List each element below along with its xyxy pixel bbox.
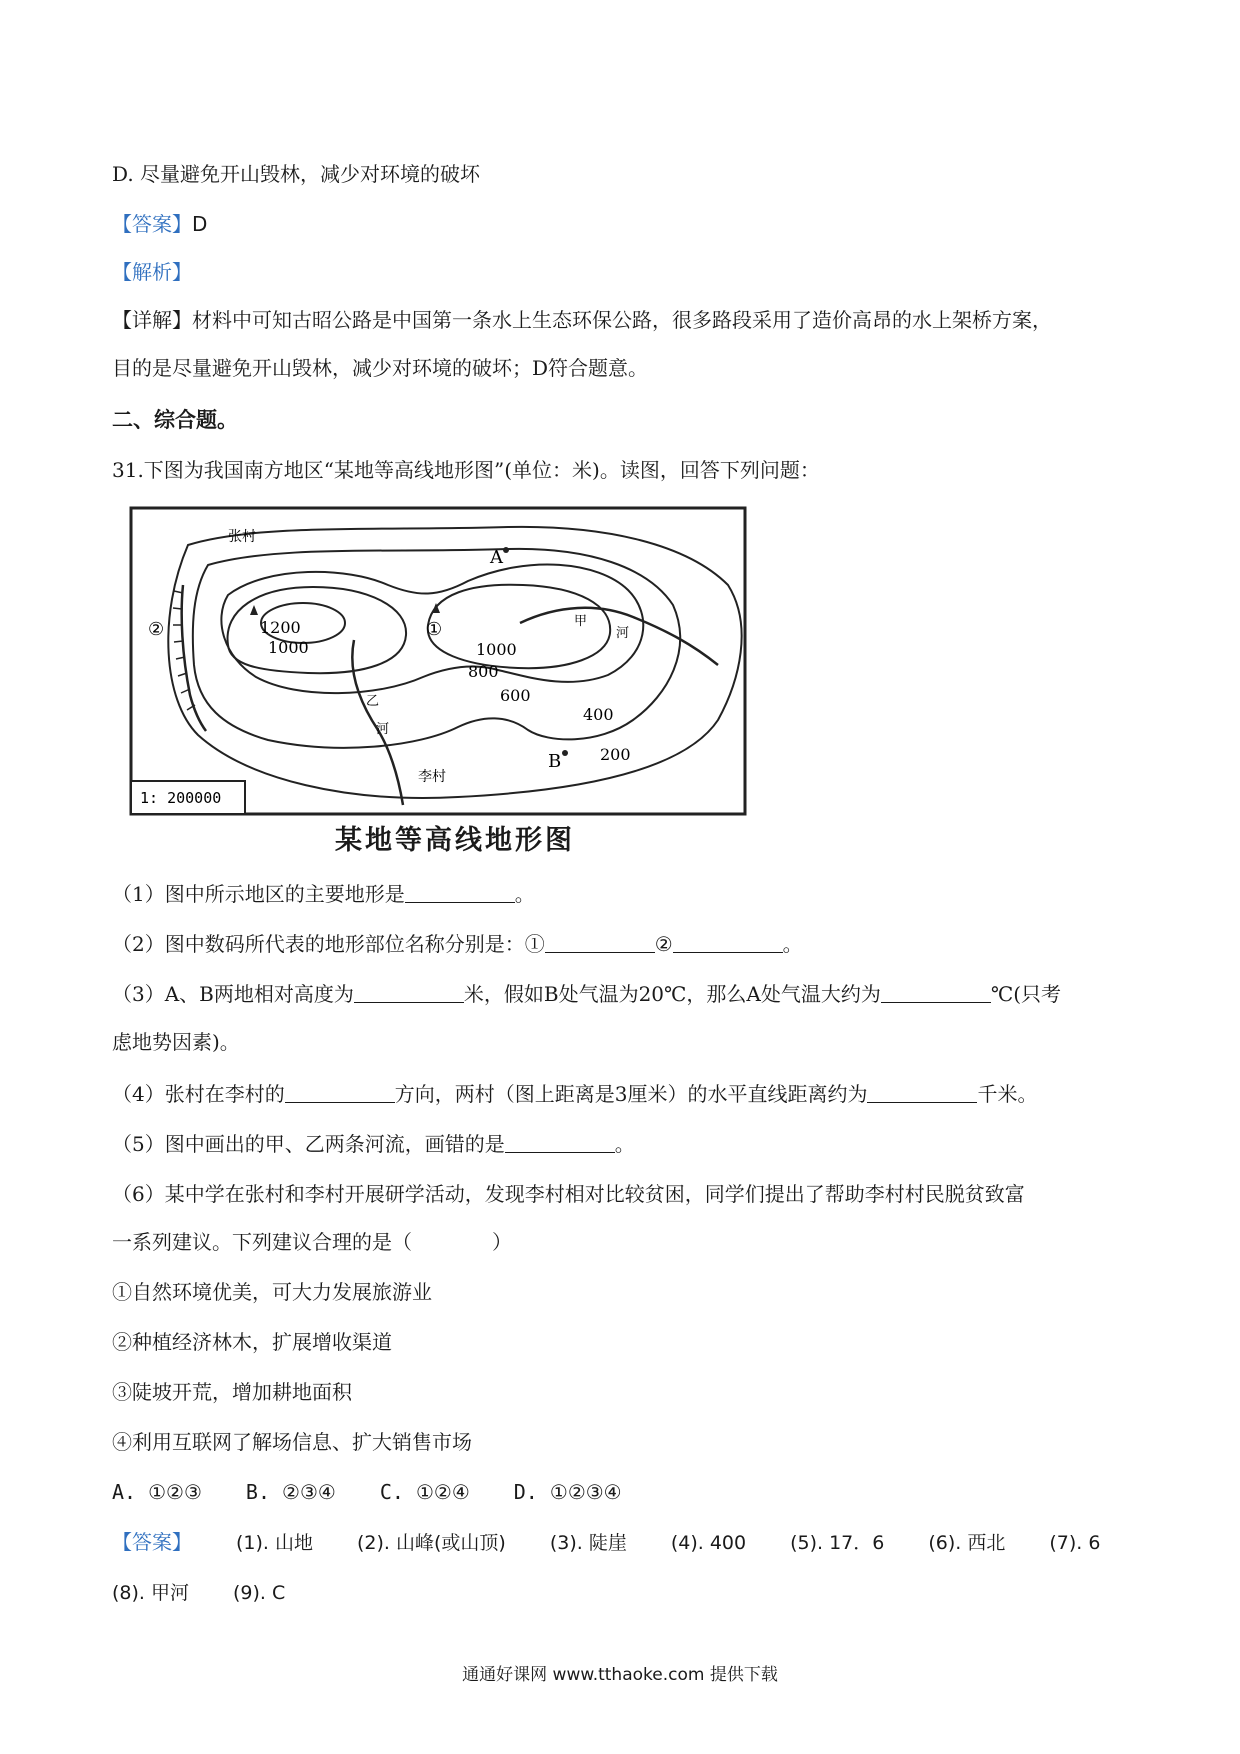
answer-8: (8). 甲河 bbox=[112, 1582, 189, 1604]
sub3-mid: 米，假如B处气温为20℃，那么A处气温大约为 bbox=[463, 982, 881, 1006]
sub-question-6-line-1: （6）某中学在张村和李村开展研学活动，发现李村相对比较贫困，同学们提出了帮助李村村民脱贫致富 bbox=[112, 1182, 1025, 1206]
answer-6: (6). 西北 bbox=[928, 1532, 1006, 1554]
label-1000-right: 1000 bbox=[476, 640, 517, 659]
label-river-jia-2: 河 bbox=[616, 626, 630, 641]
blank-2b bbox=[673, 932, 783, 953]
blank-2a bbox=[545, 932, 655, 953]
marker-2: ② bbox=[148, 619, 165, 640]
sub-question-1 bbox=[112, 880, 535, 908]
suggestion-1: ①自然环境优美，可大力发展旅游业 bbox=[112, 1280, 432, 1304]
sub2-before: （2）图中数码所代表的地形部位名称分别是：① bbox=[112, 932, 545, 956]
label-200: 200 bbox=[600, 745, 631, 764]
sub2-after: 。 bbox=[782, 932, 803, 956]
marker-1: ① bbox=[426, 619, 443, 640]
sub4-after: 千米。 bbox=[977, 1082, 1038, 1106]
answer-3: (3). 陡崖 bbox=[549, 1532, 627, 1554]
label-river-yi-2: 河 bbox=[376, 722, 390, 737]
answers-line-1 bbox=[112, 1528, 1100, 1557]
blank-4b bbox=[867, 1082, 977, 1103]
suggestion-3: ③陡坡开荒，增加耕地面积 bbox=[112, 1380, 352, 1404]
answer-value: D bbox=[192, 212, 208, 236]
choice-c: C. ①②④ bbox=[379, 1480, 470, 1504]
section-title: 二、综合题。 bbox=[112, 407, 238, 432]
choice-b: B. ②③④ bbox=[245, 1480, 336, 1504]
contour-map bbox=[128, 505, 748, 817]
sub3-before: （3）A、B两地相对高度为 bbox=[112, 982, 354, 1006]
choices-row bbox=[112, 1478, 666, 1506]
answer-2: (2). 山峰(或山顶) bbox=[357, 1532, 506, 1554]
answer-7: (7). 6 bbox=[1049, 1532, 1101, 1554]
suggestion-4: ④利用互联网了解场信息、扩大销售市场 bbox=[112, 1430, 472, 1454]
analysis-label-text: 【解析】 bbox=[112, 260, 192, 284]
sub-question-3-line-1 bbox=[112, 980, 1061, 1008]
label-zhang-village: 张村 bbox=[228, 529, 256, 545]
label-li-village: 李村 bbox=[418, 769, 446, 785]
sub-question-6-line-2: 一系列建议。下列建议合理的是（ ） bbox=[112, 1230, 512, 1254]
choice-a: A. ①②③ bbox=[112, 1480, 202, 1504]
label-400: 400 bbox=[583, 705, 614, 724]
answer-label: 【答案】 bbox=[112, 212, 192, 236]
point-b-dot bbox=[562, 750, 568, 756]
detail-text-1: 材料中可知古昭公路是中国第一条水上生态环保公路，很多路段采用了造价高昂的水上架桥方案， bbox=[192, 308, 1052, 332]
label-point-b: B bbox=[548, 751, 562, 772]
sub5-after: 。 bbox=[614, 1132, 635, 1156]
sub4-before: （4）张村在李村的 bbox=[112, 1082, 285, 1106]
label-1200: 1200 bbox=[260, 618, 301, 637]
choice-d: D. ①②③④ bbox=[513, 1480, 622, 1504]
question-31-stem: 31.下图为我国南方地区“某地等高线地形图”(单位：米)。读图，回答下列问题： bbox=[112, 458, 820, 482]
blank-3a bbox=[354, 982, 464, 1003]
label-600: 600 bbox=[500, 686, 531, 705]
option-d: D. 尽量避免开山毁林，减少对环境的破坏 bbox=[112, 162, 481, 186]
blank-4a bbox=[285, 1082, 395, 1103]
label-1000-left: 1000 bbox=[268, 638, 309, 657]
detail-label: 【详解】 bbox=[112, 308, 192, 332]
label-point-a: A bbox=[490, 547, 503, 568]
suggestion-2: ②种植经济林木，扩展增收渠道 bbox=[112, 1330, 392, 1354]
sub1-before: （1）图中所示地区的主要地形是 bbox=[112, 882, 405, 906]
sub4-mid: 方向，两村（图上距离是3厘米）的水平直线距离约为 bbox=[394, 1082, 868, 1106]
detail-line-1 bbox=[112, 306, 1052, 334]
label-river-jia-1: 甲 bbox=[574, 614, 588, 629]
answer-1: (1). 山地 bbox=[236, 1532, 313, 1554]
sub-question-3-line-2: 虑地势因素)。 bbox=[112, 1030, 240, 1054]
label-800: 800 bbox=[468, 662, 499, 681]
map-scale: 1: 200000 bbox=[140, 789, 222, 807]
answer-4: (4). 400 bbox=[670, 1532, 747, 1554]
label-river-yi-1: 乙 bbox=[366, 694, 380, 709]
sub5-before: （5）图中画出的甲、乙两条河流，画错的是 bbox=[112, 1132, 505, 1156]
blank-3b bbox=[881, 982, 991, 1003]
page-footer: 通通好课网 www.tthaoke.com 提供下载 bbox=[462, 1665, 778, 1685]
detail-line-2: 目的是尽量避免开山毁林，减少对环境的破坏；D符合题意。 bbox=[112, 356, 649, 380]
sub1-after: 。 bbox=[514, 882, 535, 906]
sub3-after: ℃(只考 bbox=[990, 982, 1062, 1006]
point-a-dot bbox=[503, 547, 509, 553]
answer-row bbox=[112, 210, 207, 238]
blank-5 bbox=[505, 1132, 615, 1153]
analysis-label bbox=[112, 258, 192, 286]
answer-9: (9). C bbox=[233, 1582, 286, 1604]
sub-question-4 bbox=[112, 1080, 1037, 1108]
sub-question-5 bbox=[112, 1130, 635, 1158]
map-caption: 某地等高线地形图 bbox=[335, 825, 575, 856]
answers-label: 【答案】 bbox=[112, 1530, 192, 1554]
blank-1 bbox=[405, 882, 515, 903]
sub2-mid: ② bbox=[654, 932, 673, 956]
sub-question-2 bbox=[112, 930, 803, 958]
answer-5: (5). 17．6 bbox=[790, 1532, 885, 1554]
answers-line-2 bbox=[112, 1578, 285, 1607]
